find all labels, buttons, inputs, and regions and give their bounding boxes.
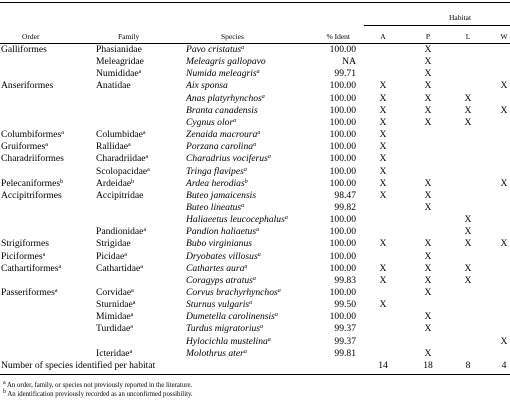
cell-species: Buteo jamaicensis	[186, 189, 257, 201]
cell-habitat-P: X	[424, 68, 432, 80]
col-header-A: A	[380, 32, 386, 41]
cell-species: Dryobates villosus$^a$	[186, 250, 261, 262]
cell-species: Porzana carolina$^a$	[186, 141, 257, 153]
col-header-family: Family	[118, 32, 140, 41]
cell-family: Picidae$^a$	[96, 250, 127, 262]
cell-family: Anatidae	[96, 80, 131, 92]
cell-order: Piciformes$^a$	[1, 250, 46, 262]
cell-species: Meleagris gallopavo	[186, 56, 266, 68]
cell-habitat-A: X	[379, 92, 387, 104]
col-header-ident: % Ident	[326, 32, 350, 41]
cell-habitat-P: X	[424, 80, 432, 92]
cell-habitat-A: X	[379, 80, 387, 92]
cell-ident: 99.83	[334, 274, 356, 286]
cell-order: Columbiformes$^a$	[1, 129, 64, 141]
cell-habitat-P: X	[424, 104, 432, 116]
cell-species: Dumetella carolinensis$^a$	[186, 311, 278, 323]
cell-ident: 98.47	[334, 189, 356, 201]
cell-order: Galliformes	[1, 44, 47, 55]
cell-habitat-P: X	[424, 201, 432, 213]
cell-family: Turdidae$^a$	[96, 323, 133, 335]
cell-species: Charadrius vociferus$^a$	[186, 153, 271, 165]
cell-family: Charadriidae$^a$	[96, 153, 149, 165]
cell-species: Corvus brachyrhynchos$^a$	[186, 287, 281, 298]
cell-ident: 99.81	[334, 347, 356, 359]
cell-species: Ardea herodias$^b$	[186, 177, 248, 189]
cell-ident: 100.00	[329, 214, 356, 226]
cell-habitat-W: X	[500, 238, 508, 250]
col-header-order: Order	[22, 32, 40, 41]
totals-label: Number of species identified per habitat	[1, 359, 156, 371]
cell-habitat-L: X	[464, 274, 472, 286]
cell-ident: 100.00	[329, 311, 356, 323]
cell-ident: 100.00	[329, 141, 356, 153]
cell-habitat-P: X	[424, 347, 432, 359]
cell-ident: 100.00	[329, 153, 356, 165]
cell-habitat-A: X	[379, 116, 387, 128]
footnote-a: $^a$ An order, family, or species not previously reported in the literature.	[3, 380, 193, 389]
cell-habitat-P: X	[424, 274, 432, 286]
cell-habitat-A: X	[379, 129, 387, 141]
cell-species: Hylocichla mustelina$^a$	[186, 335, 271, 347]
cell-order: Accipitriformes	[1, 189, 62, 201]
cell-habitat-A: X	[379, 299, 387, 311]
cell-habitat-A: X	[379, 177, 387, 189]
col-header-species: Species	[221, 32, 244, 41]
cell-species: Cygnus olor$^a$	[186, 116, 237, 128]
cell-ident: 100.00	[329, 80, 356, 92]
cell-ident: 99.50	[334, 299, 356, 311]
cell-ident: 100.00	[329, 262, 356, 274]
cell-family: Icteridae$^a$	[96, 347, 133, 359]
cell-habitat-P: X	[424, 189, 432, 201]
col-header-P: P	[425, 32, 431, 41]
cell-ident: 99.71	[334, 68, 356, 80]
cell-habitat-L: X	[464, 116, 472, 128]
cell-habitat-W: X	[500, 104, 508, 116]
cell-habitat-L: X	[464, 92, 472, 104]
cell-habitat-P: X	[424, 287, 432, 298]
table-top-rule	[0, 2, 510, 3]
cell-habitat-A: X	[379, 274, 387, 286]
cell-habitat-L: X	[464, 214, 472, 226]
cell-species: Aix sponsa	[186, 80, 228, 92]
cell-habitat-W: X	[500, 80, 508, 92]
cell-habitat-P: X	[424, 177, 432, 189]
cell-habitat-P: X	[424, 56, 432, 68]
cell-species: Branta canadensis	[186, 104, 258, 116]
cell-species: Zenaida macroura$^a$	[186, 129, 261, 141]
cell-family: Columbidae$^a$	[96, 129, 146, 141]
cell-ident: 100.00	[329, 250, 356, 262]
cell-habitat-A: X	[379, 104, 387, 116]
cell-ident: 100.00	[329, 92, 356, 104]
cell-species: Bubo virginianus	[186, 238, 252, 250]
cell-family: Ardeidae$^b$	[96, 177, 135, 189]
cell-ident: 100.00	[329, 238, 356, 250]
cell-habitat-P: X	[424, 311, 432, 323]
cell-family: Numididae$^a$	[96, 68, 142, 80]
cell-habitat-P: X	[424, 116, 432, 128]
totals-P: 18	[423, 359, 433, 371]
cell-order: Gruiformes$^a$	[1, 141, 48, 153]
cell-species: Pavo cristatus$^a$	[186, 44, 245, 55]
cell-ident: 100.00	[329, 165, 356, 177]
cell-habitat-L: X	[464, 238, 472, 250]
cell-ident: 100.00	[329, 177, 356, 189]
cell-family: Sturnidae$^a$	[96, 299, 136, 311]
cell-ident: 100.00	[329, 287, 356, 298]
cell-species: Haliaeetus leucocephalus$^a$	[186, 214, 288, 226]
footnote-b: $^b$ An identification previously recorded as an unconfirmed possibility.	[3, 389, 193, 398]
cell-ident: 99.37	[334, 323, 356, 335]
cell-order: Pelecaniformes$^b$	[1, 177, 64, 189]
cell-ident: 100.00	[329, 226, 356, 238]
cell-habitat-P: X	[424, 323, 432, 335]
cell-family: Cathartidae$^a$	[96, 262, 143, 274]
cell-order: Charadriiformes	[1, 153, 64, 165]
cell-habitat-P: X	[424, 238, 432, 250]
cell-ident: 99.37	[334, 335, 356, 347]
cell-order: Strigiformes	[1, 238, 49, 250]
cell-habitat-A: X	[379, 189, 387, 201]
cell-species: Buteo lineatus$^a$	[186, 201, 245, 213]
cell-species: Coragyps atratus$^a$	[186, 274, 256, 286]
cell-species: Sturnus vulgaris$^a$	[186, 299, 253, 311]
cell-order: Passeriformes$^a$	[1, 287, 58, 298]
cell-habitat-W: X	[500, 335, 508, 347]
cell-species: Numida meleagris$^a$	[186, 68, 260, 80]
cell-ident: NA	[342, 56, 356, 68]
cell-species: Tringa flavipes$^a$	[186, 165, 247, 177]
cell-order: Cathartiformes$^a$	[1, 262, 62, 274]
cell-family: Strigidae	[96, 238, 131, 250]
cell-habitat-A: X	[379, 141, 387, 153]
cell-habitat-A: X	[379, 262, 387, 274]
cell-species: Turdus migratorius$^a$	[186, 323, 264, 335]
cell-habitat-L: X	[464, 226, 472, 238]
cell-ident: 100.00	[329, 104, 356, 116]
cell-habitat-P: X	[424, 92, 432, 104]
cell-family: Scolopacidae$^a$	[96, 165, 150, 177]
cell-habitat-L: X	[464, 104, 472, 116]
cell-habitat-A: X	[379, 165, 387, 177]
cell-species: Cathartes aura$^a$	[186, 262, 248, 274]
habitat-group-header: Habitat	[448, 13, 472, 22]
totals-W: 4	[501, 359, 507, 371]
cell-family: Corvidae$^a$	[96, 287, 134, 298]
cell-family: Accipitridae	[96, 189, 144, 201]
table-bottom-rule	[0, 374, 510, 375]
cell-ident: 100.00	[329, 116, 356, 128]
cell-ident: 100.00	[329, 44, 356, 55]
col-header-L: L	[465, 32, 471, 41]
cell-habitat-P: X	[424, 44, 432, 55]
cell-family: Phasianidae	[96, 44, 142, 55]
totals-A: 14	[378, 359, 388, 371]
cell-species: Anas platyrhynchos$^a$	[186, 92, 265, 104]
cell-order: Anseriformes	[1, 80, 54, 92]
totals-L: 8	[465, 359, 471, 371]
cell-family: Mimidae$^a$	[96, 311, 134, 323]
cell-habitat-A: X	[379, 238, 387, 250]
cell-family: Meleagridae	[96, 56, 144, 68]
cell-habitat-W: X	[500, 177, 508, 189]
cell-ident: 99.82	[334, 201, 356, 213]
habitat-group-rule	[364, 25, 510, 26]
cell-family: Pandionidae$^a$	[96, 226, 147, 238]
cell-ident: 100.00	[329, 129, 356, 141]
cell-habitat-L: X	[464, 262, 472, 274]
cell-family: Rallidae$^a$	[96, 141, 131, 153]
cell-habitat-A: X	[379, 153, 387, 165]
cell-species: Molothrus ater$^a$	[186, 347, 247, 359]
cell-species: Pandion haliaetus$^a$	[186, 226, 260, 238]
cell-habitat-P: X	[424, 262, 432, 274]
cell-habitat-P: X	[424, 250, 432, 262]
col-header-W: W	[500, 32, 508, 41]
